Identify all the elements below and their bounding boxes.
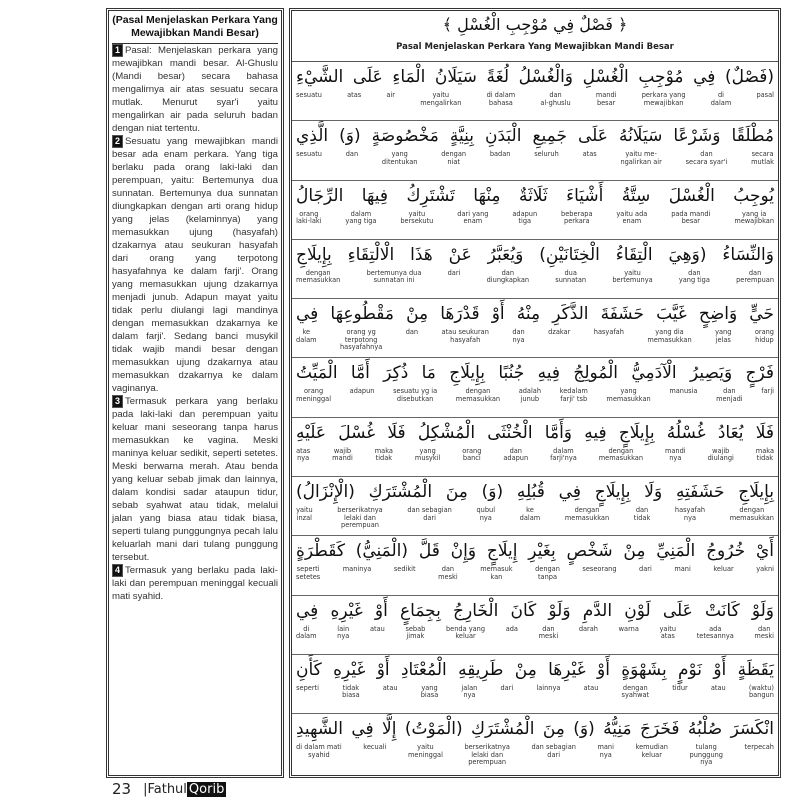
paragraph [112, 395, 278, 564]
gloss-word: farji [761, 387, 774, 396]
gloss-word: dan diungkapkan [486, 268, 530, 285]
gloss-word: seperti setetes [296, 565, 321, 581]
gloss-word: sedikit [393, 565, 416, 574]
gloss-word: dan meski [538, 624, 559, 641]
gloss-word: lain nya [337, 624, 350, 641]
gloss-word: dari yang enam [457, 209, 489, 226]
gloss-word: dzakar [548, 328, 571, 337]
gloss-word: beberapa perkara [561, 209, 593, 226]
gloss-word: benda yang keluar [445, 624, 486, 641]
gloss-word: dua sunnatan [555, 268, 587, 285]
gloss-word: orang hidup [754, 328, 774, 344]
arabic-line: وَلَوْ كَانَتْ عَلَى لَوْنِ الدَّمِ وَلَوْ كَانَ الْخَارِجُ بِجِمَاعٍ أَوْ غَيْرِهِ فِي [296, 600, 774, 621]
interlinear-row [292, 240, 778, 299]
gloss-word: tidur [672, 683, 688, 692]
gloss-word: ada tetesannya [696, 624, 734, 641]
gloss-word: ke dalam [296, 328, 317, 344]
gloss-word: yang memasukkan [606, 387, 651, 403]
arabic-line: انْكَسَرَ صُلْبُهُ فَخَرَجَ مَنِيُّهُ (وَ) مِنَ الْمُشْتَرَكِ (الْمَوْتُ) إِلَّا فِي الشَّهِيدِ [296, 719, 774, 740]
gloss-word: darah [578, 624, 598, 633]
gloss-line [296, 92, 774, 107]
gloss-word: orang banci [462, 446, 482, 463]
gloss-word: wajib mandi [332, 446, 353, 463]
arabic-line: بِإِيلَاجِ حَشَفَتِهِ وَلَا بِإِيلَاجٍ فِي قُبُلِهِ (وَ) مِنَ الْمُشْتَرَكِ (الْإِنْزَالُ) [296, 482, 774, 503]
gloss-word: dan adapun [503, 446, 529, 463]
gloss-line [296, 329, 774, 352]
gloss-word: kedalam farji' tsb [559, 387, 588, 403]
footnote-number: 4 [112, 564, 123, 577]
gloss-line [296, 211, 774, 226]
interlinear-row [292, 536, 778, 595]
interlinear-row [292, 714, 778, 773]
interlinear-row [292, 181, 778, 240]
paragraph-text: Sesuatu yang mewajibkan mandi besar ada enam perkara. Yang tiga berlaku pada orang laki-laki dan perempuan, yaitu: Bertemunya dua sunnatan. Bertemunya dua sunnatan diungkapkan dengan arti orang hidup yang jelas (kelaminnya) yang memasukkan ujung (hasyafah) dzakarnya atau seukuran hasyafah dari orang yang terpotong hasyafahnya ke dalam farji'. Orang yang memasukkan ujung dzakarnya menjadi junub. Adapun mayat yaitu tidak perlu diulangi lagi mandinya dengan memasukkan dzakarnya ke dalam farji'. Sedang banci musykil tidak wajib mandi besar dengan memasukkan ujung dzakarnya atau memasukkan dzakarnya ke dalam vaginanya. [112, 136, 278, 394]
gloss-word: bertemunya dua sunnatan ini [366, 268, 422, 285]
gloss-word: sebab jimak [405, 624, 426, 641]
gloss-word: orang meninggal [296, 387, 332, 403]
arabic-line: يُوجِبُ الْغُسْلَ سِتَّةُ أَشْيَاءَ ثَلَاثَةٌ مِنْهَا تَشْتَرِكُ فِيهَا الرِّجَالُ [296, 185, 774, 206]
gloss-word: (waktu) bangun [748, 683, 774, 700]
gloss-word: hasyafah nya [674, 506, 706, 522]
gloss-word: yang dia memasukkan [647, 328, 692, 344]
gloss-word: hasyafah [593, 328, 624, 337]
gloss-word: orang yg terpotong hasyafahnya [340, 328, 383, 352]
gloss-word: dan yang tiga [678, 268, 710, 285]
gloss-word: orang laki-laki [296, 209, 322, 226]
gloss-word: wajib diulangi [707, 446, 734, 463]
gloss-word: memasuk kan [480, 565, 513, 581]
gloss-word: dan menjadi [716, 387, 743, 403]
gloss-word: yang musykil [414, 446, 441, 463]
gloss-word: dan tidak [633, 506, 651, 522]
interlinear-row [292, 596, 778, 655]
interlinear-row [292, 121, 778, 180]
gloss-word: dan [405, 328, 419, 337]
book-brand [143, 782, 226, 797]
paragraph-text: Pasal: Menjelaskan perkara yang mewajibkan mandi besar. Al-Ghuslu (Mandi besar) secara bahasa mengalirnya air atas sesuatu secara mutlak. Menurut syar'i yaitu mengalirkan air pada seluruh badan dengan niat tertentu. [112, 45, 278, 134]
gloss-word: dari [447, 268, 461, 277]
interlinear-row [292, 418, 778, 477]
gloss-word: dan al-ghuslu [540, 91, 571, 107]
gloss-word: pasal [756, 91, 774, 99]
gloss-word: dengan tanpa [535, 565, 560, 581]
gloss-line [296, 744, 774, 767]
gloss-word: seluruh [534, 150, 559, 159]
gloss-word: atas [347, 91, 362, 99]
gloss-word: secara mutlak [751, 150, 774, 166]
gloss-word: yaitu atas [659, 624, 677, 641]
interlinear-row [292, 299, 778, 358]
gloss-word: seseorang [582, 565, 617, 574]
chapter-header [292, 11, 778, 62]
gloss-word: dengan syahwat [621, 683, 650, 700]
arabic-line: فَلَا يُعَادُ غُسْلُهُ بِإِيلَاجٍ فِيهِ وَأَمَّا الْخُنْثَى الْمُشْكِلُ فَلَا غُسْلَ عَلَيْهِ [296, 422, 774, 443]
gloss-word: atas nya [296, 446, 311, 463]
arabic-line: يَقَظَةٍ أَوْ نَوْمٍ بِشَهْوَةٍ أَوْ غَيْرِهَا مِنْ طَرِيقِهِ الْمُعْتَادِ أَوْ غَيْرِهِ كَأَنِ [296, 659, 774, 680]
chapter-title-arabic: ﴿ فَصْلٌ فِي مُوْجِبِ الْغُسْلِ ﴾ [442, 15, 628, 34]
gloss-word: yaitu bertemunya [612, 268, 653, 285]
gloss-word: mani [674, 565, 691, 574]
gloss-word: dengan niat [441, 150, 467, 166]
gloss-word: yakni [756, 565, 774, 574]
chapter-subtitle: Pasal Menjelaskan Perkara Yang Mewajibkan Mandi Besar [396, 42, 674, 52]
gloss-word: yaitu mengalirkan [420, 91, 462, 107]
gloss-word: lainnya [536, 683, 561, 692]
gloss-word: atas [582, 150, 597, 159]
page-number: 23 [112, 780, 132, 798]
gloss-word: warna [618, 624, 639, 633]
gloss-line [296, 566, 774, 581]
gloss-word: kemudian keluar [635, 743, 668, 759]
gloss-word: yang biasa [420, 683, 439, 700]
arabic-line: حَيٍّ وَاضِحٍ غَيَّبَ حَشَفَةَ الذَّكَرِ مِنْهُ أَوْ قَدْرَهَا مِنْ مَقْطُوعِهَا فِي [296, 304, 774, 325]
gloss-word: adapun [349, 387, 375, 396]
arabic-line: وَالنِّسَاءُ (وَهِيَ الْتِقَاءُ الْخِتَانَيْنِ) وَيُعَبَّرُ عَنْ هَذَا الْالْتِقَاءِ بِإِيلَاجِ [296, 244, 774, 265]
gloss-word: yang ditentukan [381, 150, 418, 166]
paragraph [112, 564, 278, 603]
gloss-word: jalan nya [461, 683, 478, 700]
gloss-line [296, 388, 774, 403]
gloss-word: yaitu me- ngalirkan air [620, 150, 662, 166]
gloss-word: dengan memasukkan [564, 506, 610, 522]
gloss-word: di dalam [710, 91, 732, 107]
gloss-word: tulang punggung nya [689, 743, 723, 767]
gloss-word: terpecah [744, 743, 774, 752]
gloss-word: perkara yang mewajibkan [641, 91, 686, 107]
gloss-word: tidak biasa [342, 683, 360, 700]
gloss-word: dari [639, 565, 652, 574]
gloss-word: manusia [669, 387, 698, 396]
gloss-word: dengan memasukkan [598, 446, 644, 463]
gloss-word: atau [369, 624, 385, 633]
gloss-word: dengan memasukkan [296, 268, 341, 285]
gloss-line [296, 507, 774, 530]
gloss-word: dengan memasukkan [729, 506, 774, 522]
gloss-word: dalam yang tiga [345, 209, 377, 226]
gloss-word: dan sebagian dari [407, 506, 452, 522]
gloss-word: dan nya [512, 328, 525, 344]
gloss-line [296, 448, 774, 463]
arabic-text-column [289, 8, 781, 778]
footnote-number: 3 [112, 395, 123, 408]
arabic-line: مُطْلَقًا وَشَرْعًا سَيَلَانُهُ عَلَى جَمِيعِ الْبَدَنِ بِنِيَّةٍ مَخْصُوصَةٍ (وَ) الَّذِي [296, 126, 774, 147]
gloss-word: dalam farji'nya [550, 446, 577, 463]
interlinear-row [292, 655, 778, 714]
gloss-word: air [386, 91, 395, 99]
interlinear-row [292, 358, 778, 417]
gloss-line [296, 685, 774, 700]
gloss-word: berserikatnya lelaki dan perempuan [337, 506, 383, 530]
gloss-word: sesuatu [296, 91, 322, 99]
gloss-word: yaitu bersekutu [400, 209, 434, 226]
gloss-word: dan [345, 150, 359, 159]
gloss-line [296, 270, 774, 285]
gloss-word: ada [505, 624, 518, 633]
gloss-word: maka tidak [374, 446, 393, 463]
interlinear-row [292, 62, 778, 121]
gloss-word: maninya [342, 565, 372, 574]
gloss-word: dan secara syar'i [685, 150, 728, 166]
gloss-word: pada mandi besar [671, 209, 711, 226]
arabic-line: فَرْجٍ وَيَصِيرُ الْآدَمِيُّ الْمُولِجُ فِيهِ جُنُبًا بِإِيلَاجِ مَا ذُكِرَ أَمَّا الْمَيِّتُ [296, 363, 774, 384]
gloss-word: badan [489, 150, 511, 159]
gloss-word: dengan memasukkan [455, 387, 501, 403]
paragraph-text: Termasuk perkara yang berlaku pada laki-laki dan perempuan yaitu keluar mani seseorang tanpa harus memasukkan ke vagina. Meski maninya keluar sedikit, seperti setetes. Meski berwarna merah. Atau benda yang keluar sebab jimak dan lainnya, dalam kondisi sadar ataupun tidur, sebab syahwat atau tidak, melalui jalan yang biasa atau tidak biasa, seperti tulang punggungnya pecah lalu keluarlah mani dari tulang punggung tersebut. [112, 396, 278, 563]
gloss-word: di dalam bahasa [486, 91, 516, 107]
gloss-word: dan meski [754, 624, 774, 641]
gloss-word: keluar [713, 565, 734, 574]
gloss-word: mani nya [597, 743, 614, 759]
paragraph [112, 135, 278, 395]
gloss-word: atau seukuran hasyafah [441, 328, 489, 344]
paragraph [112, 44, 278, 135]
gloss-word: yaitu ada enam [616, 209, 648, 226]
gloss-word: dari [500, 683, 514, 692]
gloss-word: yang ia mewajibkan [734, 209, 774, 226]
gloss-word: sesuatu yg ia disebutkan [393, 387, 438, 403]
gloss-word: maka tidak [755, 446, 774, 463]
gloss-word: qubul nya [476, 506, 496, 522]
gloss-word: di dalam [296, 624, 317, 641]
arabic-line: (فَصْلٌ) فِي مُوْجِبِ الْغُسْلِ وَالْغُسْلُ لُغَةً سَيَلَانُ الْمَاءِ عَلَى الشَّيْءِ [296, 67, 774, 87]
gloss-word: sesuatu [296, 150, 322, 159]
gloss-word: atau [710, 683, 726, 692]
gloss-word: berserikatnya lelaki dan perempuan [464, 743, 510, 767]
gloss-word: yang jelas [715, 328, 732, 344]
paragraph-text: Termasuk yang berlaku pada laki-laki dan perempuan meninggal kecuali mati syahid. [112, 565, 278, 602]
gloss-word: yaitu inzal [296, 506, 313, 522]
gloss-word: ke dalam [519, 506, 541, 522]
gloss-word: dan sebagian dari [531, 743, 576, 759]
gloss-word: dan meski [438, 565, 458, 581]
gloss-line [296, 151, 774, 166]
gloss-word: yaitu meninggal [407, 743, 443, 759]
gloss-word: mandi nya [664, 446, 686, 463]
gloss-line [296, 626, 774, 641]
brand-text-a: |Fathul [143, 781, 187, 797]
gloss-word: dan perempuan [736, 268, 774, 285]
footnote-number: 2 [112, 135, 123, 148]
page-footer [112, 780, 800, 798]
section-title: (Pasal Menjelaskan Perkara Yang Mewajibkan Mandi Besar) [112, 11, 278, 44]
paragraph-list [112, 44, 278, 603]
gloss-word: seperti [296, 683, 319, 692]
brand-text-b: Qorib [188, 781, 225, 797]
gloss-word: kecuali [363, 743, 387, 752]
interlinear-row [292, 477, 778, 536]
gloss-word: adalah junub [518, 387, 542, 403]
gloss-word: adapun tiga [512, 209, 538, 226]
footnote-number: 1 [112, 44, 123, 57]
translation-column [106, 8, 284, 778]
interlinear-rows [292, 62, 778, 774]
arabic-line: أَيْ خُرُوجُ الْمَنِيِّ مِنْ شَخْصٍ بِغَيْرِ إِيلَاجٍ وَإِنْ قَلَّ (الْمَنِيُّ) كَقَطْرَةٍ [296, 541, 774, 562]
gloss-word: di dalam mati syahid [296, 743, 342, 759]
gloss-word: atau [382, 683, 398, 692]
gloss-word: atau [583, 683, 599, 692]
gloss-word: mandi besar [595, 91, 617, 107]
